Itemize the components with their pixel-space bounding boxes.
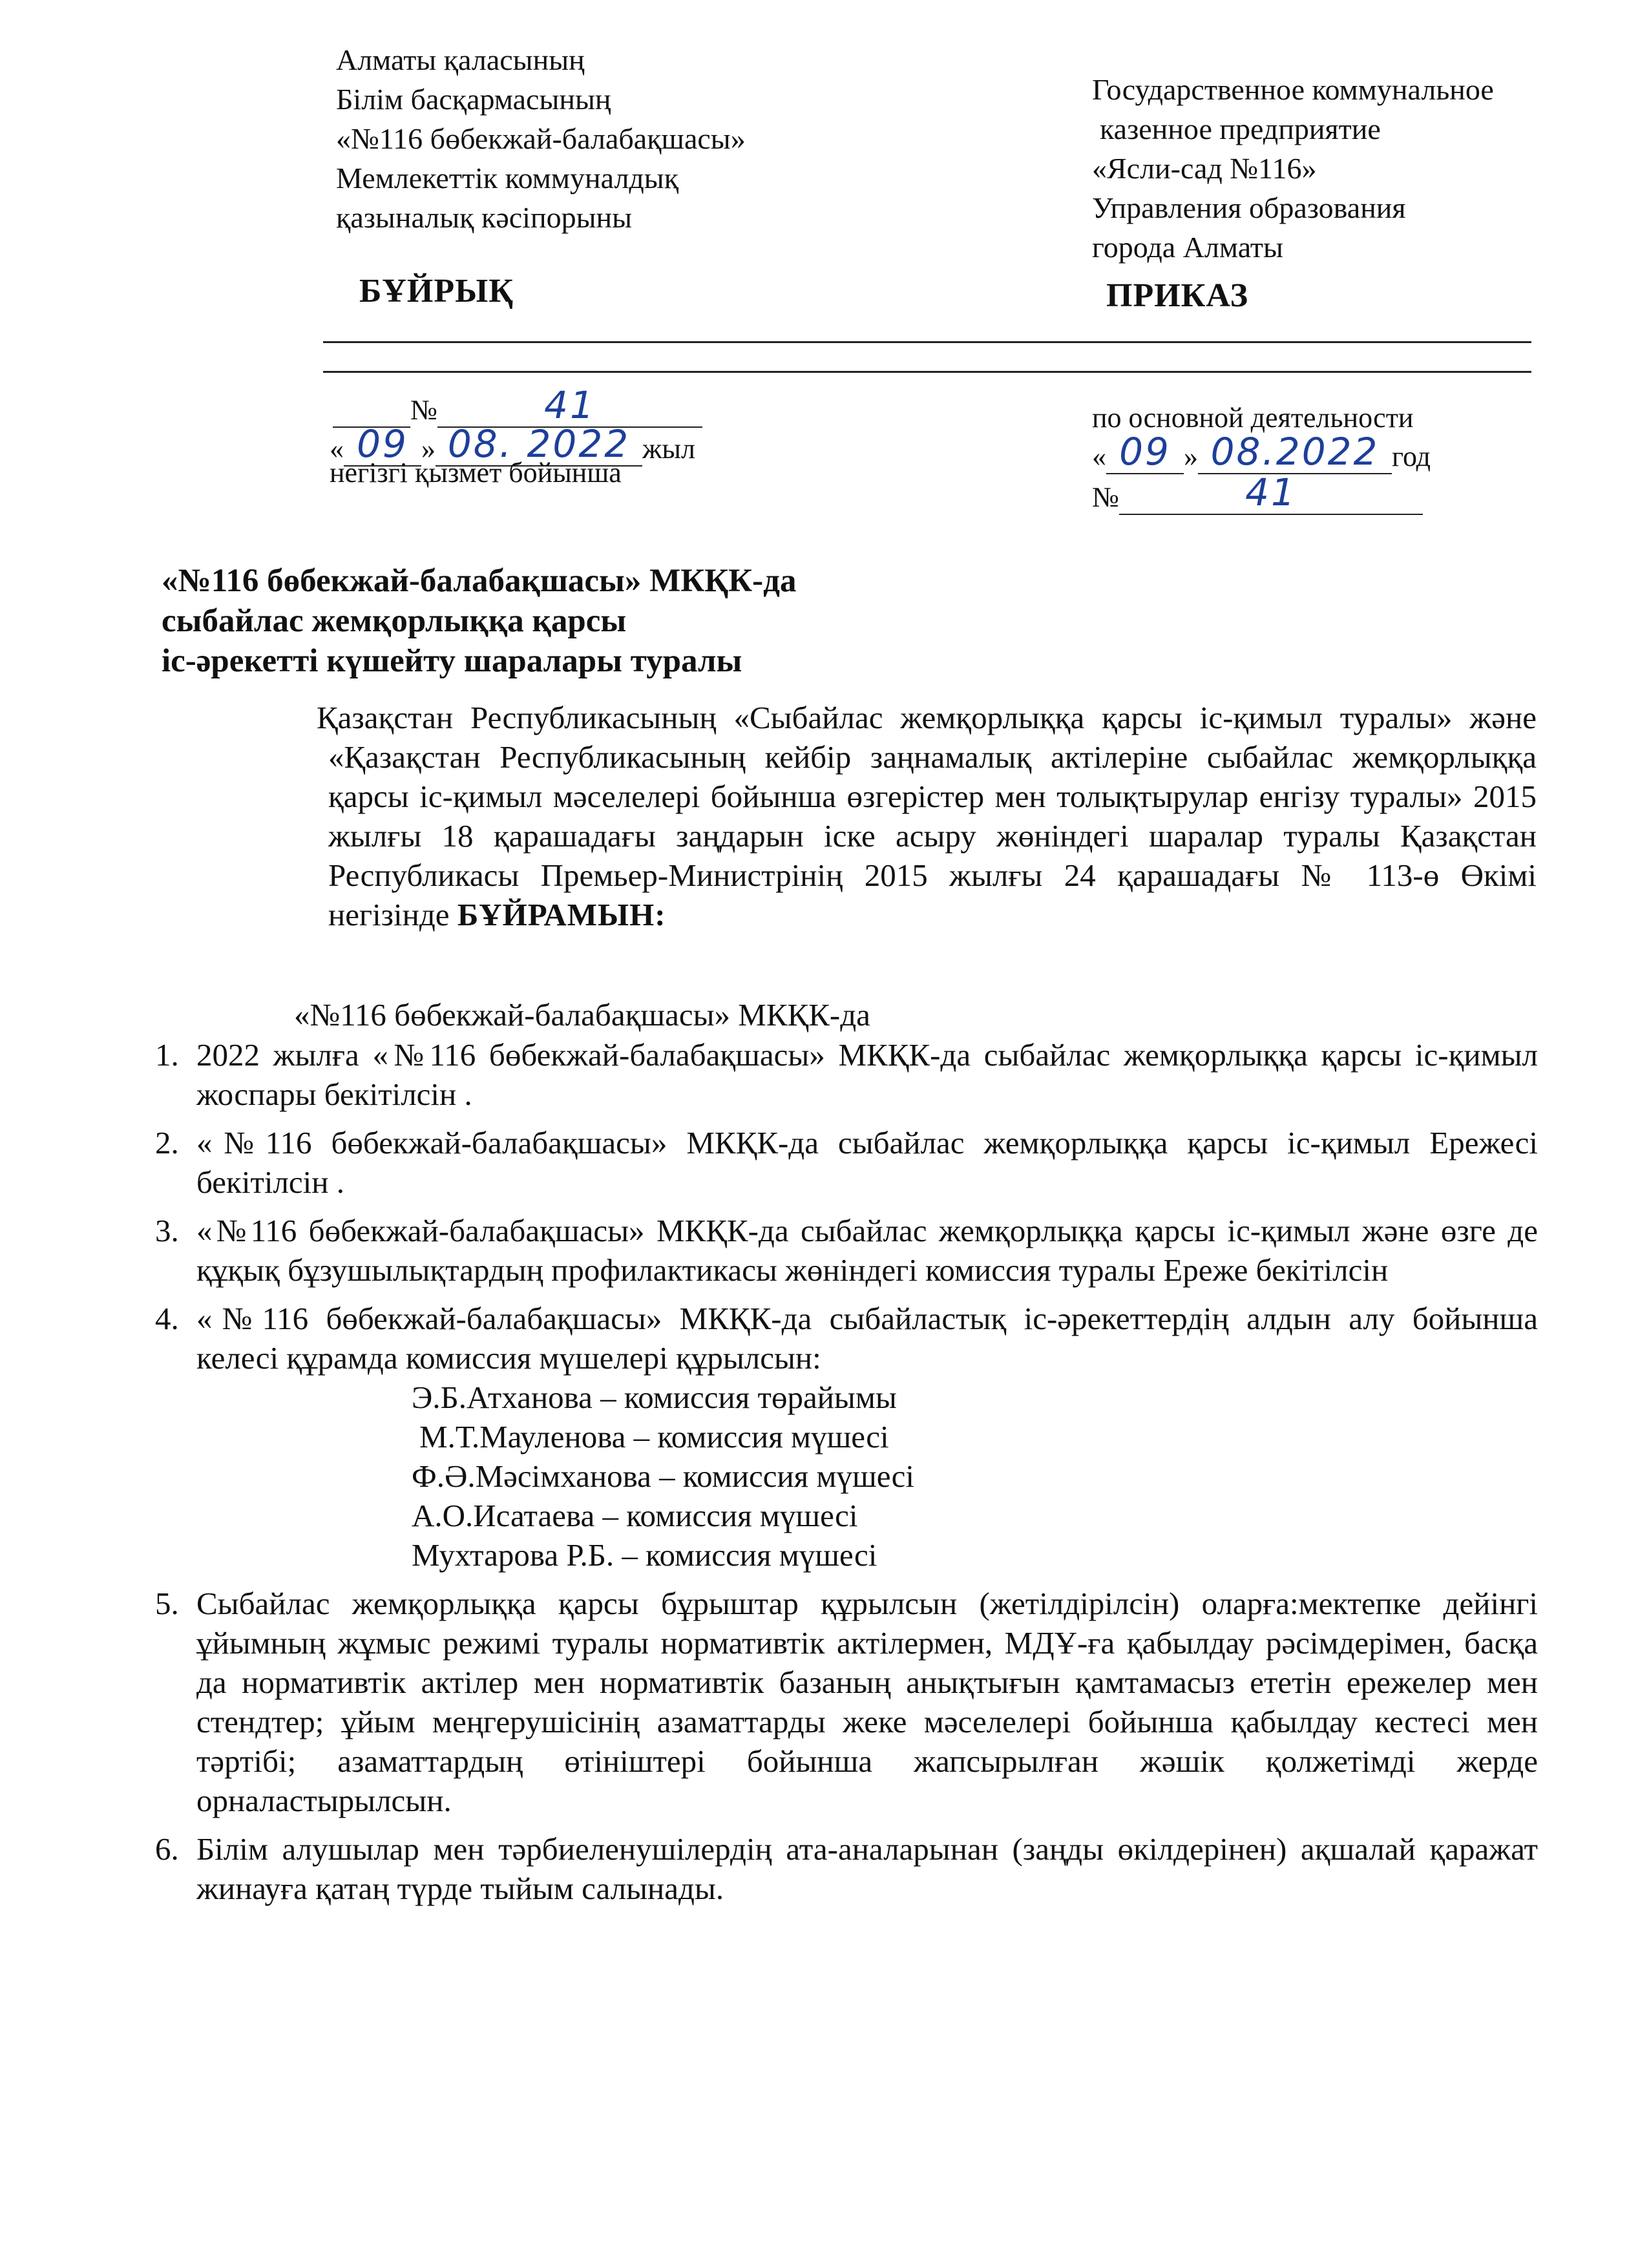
item-number: 4. <box>155 1301 179 1336</box>
member-line: А.О.Исатаева – комиссия мүшесі <box>412 1498 858 1533</box>
handwritten-day: 09 <box>357 422 408 466</box>
item-text: «№116 бөбекжай-балабақшасы» МКҚК-да сыбайлас жемқорлыққа қарсы іс-қимыл және өзге де құқық бұзушылықтардың профилактикасы жөніндегі комиссия туралы Ереже бекітілсін <box>196 1213 1538 1288</box>
list-item <box>155 1299 1538 1575</box>
list-item <box>155 1035 1538 1114</box>
item-number: 1. <box>155 1037 179 1073</box>
order-date-right <box>1092 430 1431 474</box>
header-left-kz <box>336 40 982 237</box>
organization-line: «№116 бөбекжай-балабақшасы» МКҚК-да <box>294 997 870 1033</box>
order-title-kz: БҰЙРЫҚ <box>359 273 514 310</box>
preamble-text: Қазақстан Республикасының «Сыбайлас жемқорлыққа қарсы іс-қимыл туралы» және «Қазақстан Республикасының кейбір заңнамалық актілеріне сыбайлас жемқорлыққа қарсы іс-қимыл мәселелері бойынша өзгерістер мен толықтырулар енгізу туралы» 2015 жылғы 18 қарашадағы заңдарын іске асыру жөніндегі шаралар туралы Қазақстан Республикасы Премьер-Министрінің 2015 жылғы 24 қарашадағы № 113-ө Өкімі негізінде <box>317 700 1537 932</box>
item-text: 2022 жылға «№116 бөбекжай-балабақшасы» МКҚК-да сыбайлас жемқорлыққа қарсы іс-қимыл жоспары бекітілсін . <box>196 1037 1538 1112</box>
list-item <box>155 1584 1538 1820</box>
header-left-line: Білім басқармасының <box>336 83 611 116</box>
handwritten-number: 41 <box>544 383 596 427</box>
item-number: 6. <box>155 1831 179 1867</box>
header-right-line: Управления образования <box>1092 191 1406 224</box>
item-text: Сыбайлас жемқорлыққа қарсы бұрыштар құрылсын (жетілдірілсін) оларға:мектепке дейінгі ұйымның жұмыс режимі туралы нормативтік актілермен, МДҰ-ға қабылдау рәсімдерімен, басқа да нормативтік актілер мен нормативтік базаның анықтығын қамтамасыз ететін ережелер мен стендтер; ұйым меңгерушісінің азаматтарды жеке мәселелері бойынша қабылдау кестесі мен тәртібі; азаматтардың өтініштері бойынша жапсырылған жәшік қолжетімді жерде орналастырылсын. <box>196 1586 1538 1818</box>
list-item <box>155 1829 1538 1908</box>
handwritten-day: 09 <box>1119 430 1171 474</box>
header-right-line: казенное предприятие <box>1100 112 1381 145</box>
year-suffix: год <box>1392 441 1431 472</box>
member-line: М.Т.Мауленова – комиссия мүшесі <box>419 1419 889 1454</box>
header-divider-top <box>323 341 1531 343</box>
subject-line: «№116 бөбекжай-балабақшасы» МКҚК-да <box>162 563 797 599</box>
order-title-ru: ПРИКАЗ <box>1106 277 1249 314</box>
commission-members <box>196 1378 1538 1575</box>
quote-close: » <box>1184 441 1198 472</box>
order-number-right <box>1092 470 1423 515</box>
member-line: Мухтарова Р.Б. – комиссия мүшесі <box>412 1537 877 1573</box>
quote-open: « <box>330 433 344 465</box>
quote-close: » <box>421 433 436 465</box>
activity-type-ru: по основной деятельности <box>1092 402 1414 434</box>
member-line: Ф.Ә.Мәсімханова – комиссия мүшесі <box>412 1458 915 1494</box>
header-divider-bottom <box>323 371 1531 373</box>
header-left-line: Мемлекеттік коммуналдық <box>336 162 679 194</box>
number-sign: № <box>1092 481 1119 513</box>
list-item <box>155 1123 1538 1202</box>
handwritten-month-year: 08.2022 <box>1210 430 1380 474</box>
order-subject <box>162 561 1066 681</box>
member-line: Э.Б.Атханова – комиссия төрайымы <box>412 1380 897 1415</box>
header-right-ru <box>1092 70 1622 267</box>
number-field <box>1119 470 1423 515</box>
preamble-paragraph <box>317 698 1537 934</box>
item-number: 3. <box>155 1213 179 1248</box>
year-suffix: жыл <box>642 433 695 465</box>
header-left-line: «№116 бөбекжай-балабақшасы» <box>336 122 746 155</box>
item-text: «№116 бөбекжай-балабақшасы» МКҚК-да сыбайластық іс-әрекеттердің алдын алу бойынша келесі құрамда комиссия мүшелері құрылсын: <box>196 1301 1538 1376</box>
header-right-line: Государственное коммунальное <box>1092 73 1494 106</box>
header-right-line: «Ясли-сад №116» <box>1092 152 1317 185</box>
item-number: 2. <box>155 1125 179 1160</box>
handwritten-month-year: 08. 2022 <box>447 422 631 466</box>
header-left-line: Алматы қаласының <box>336 43 585 76</box>
quote-open: « <box>1092 441 1106 472</box>
item-text: Білім алушылар мен тәрбиеленушілердің ата-аналарынан (заңды өкілдерінен) ақшалай қаражат жинауға қатаң түрде тыйым салынады. <box>196 1831 1538 1906</box>
day-field <box>1106 430 1184 474</box>
item-text: «№116 бөбекжай-балабақшасы» МКҚК-да сыбайлас жемқорлыққа қарсы іс-қимыл Ережесі бекітілсін . <box>196 1125 1538 1200</box>
activity-type-kz: негізгі қызмет бойынша <box>330 457 622 488</box>
number-sign: № <box>410 394 437 426</box>
month-year-field <box>1198 430 1392 474</box>
subject-line: іс-әрекетті күшейту шаралары туралы <box>162 643 742 679</box>
header-right-line: города Алматы <box>1092 231 1283 264</box>
preamble-order-word: БҰЙРАМЫН: <box>457 897 666 932</box>
subject-line: сыбайлас жемқорлыққа қарсы <box>162 603 627 639</box>
item-number: 5. <box>155 1586 179 1621</box>
header-left-line: қазыналық кәсіпорыны <box>336 201 633 234</box>
list-item <box>155 1211 1538 1290</box>
order-items <box>155 1035 1538 1917</box>
handwritten-number: 41 <box>1245 470 1297 514</box>
